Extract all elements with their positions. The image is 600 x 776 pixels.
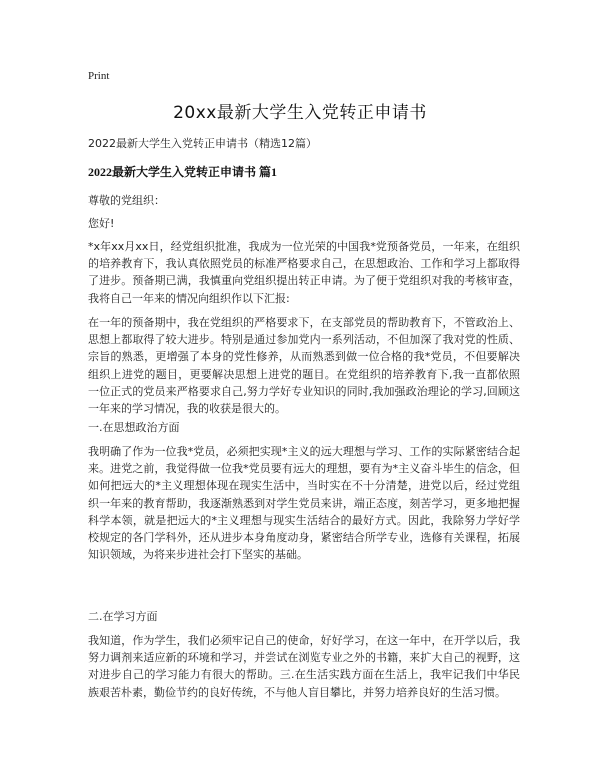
print-link[interactable]: Print (88, 70, 110, 82)
document-subtitle: 2022最新大学生入党转正申请书（精选12篇） (88, 137, 317, 150)
greeting: 您好! (88, 217, 115, 230)
paragraph-intro: *x年xx月xx日，经党组织批准，我成为一位光荣的中国我*党预备党员，一年来，在组织的培养教育下，我认真依照党员的标准严格要求自己，在思想政治、工作和学习上都取得了进步。预备期已满，我慎重向党组织提出转正申请。为了便于党组织对我的考核审查，我将自己一年来的情况向组织作以下汇报: (88, 240, 520, 305)
heading-study: 二.在学习方面 (88, 610, 158, 623)
section-heading: 2022最新大学生入党转正申请书 篇1 (88, 165, 278, 179)
paragraph-political: 我明确了作为一位我*党员，必须把实现*主义的远大理想与学习、工作的实际紧密结合起来。进党之前，我觉得做一位我*党员要有远大的理想，要有为*主义奋斗毕生的信念，但如何把远大的*主义理想体现在现实生活中，当时实在不十分清楚，进党以后，经过党组织一年来的教育帮助，我逐渐熟悉到对学生党员来讲，端正态度，刻苦学习，更多地把握科学本领，就是把远大的*主义理想与现实生活结合的最好方式。因此，我除努力学好学校规定的各门学科外，还从进步本身角度动身，紧密结合所学专业，选修有关课程，拓展知识领域，为将来步进社会打下坚实的基础。 (88, 445, 520, 562)
paragraph-study: 我知道，作为学生，我们必须牢记自己的使命，好好学习，在这一年中，在开学以后，我努力调剂来适应新的环境和学习，并尝试在浏览专业之外的书籍，来扩大自己的视野，这对进步自己的学习能力有很大的帮助。三.在生活实践方面在生活上，我牢记我们中华民族艰苦朴素，勤俭节约的良好传统，不与他人盲目攀比，并努力培养良好的生活习惯。 (88, 634, 520, 699)
paragraph-probation: 在一年的预备期中，我在党组织的严格要求下，在支部党员的帮助教育下，不管政治上、思想上都取得了较大进步。特别是通过参加党内一系列活动，不但加深了我对党的性质、宗旨的熟悉，更增强了本身的党性修养，从而熟悉到做一位合格的我*党员，不但要解决组织上进党的题目，更要解决思想上进党的题目。在党组织的培养教育下,我一直都依照一位正式的党员来严格要求自己,努力学好专业知识的同时,我加强政治理论的学习,回顾这一年来的学习情况，我的收获是很大的。 (88, 316, 520, 416)
salutation: 尊敬的党组织： (88, 194, 165, 207)
heading-political: 一.在思想政治方面 (88, 421, 180, 434)
page-title: 20xx最新大学生入党转正申请书 (173, 103, 427, 123)
